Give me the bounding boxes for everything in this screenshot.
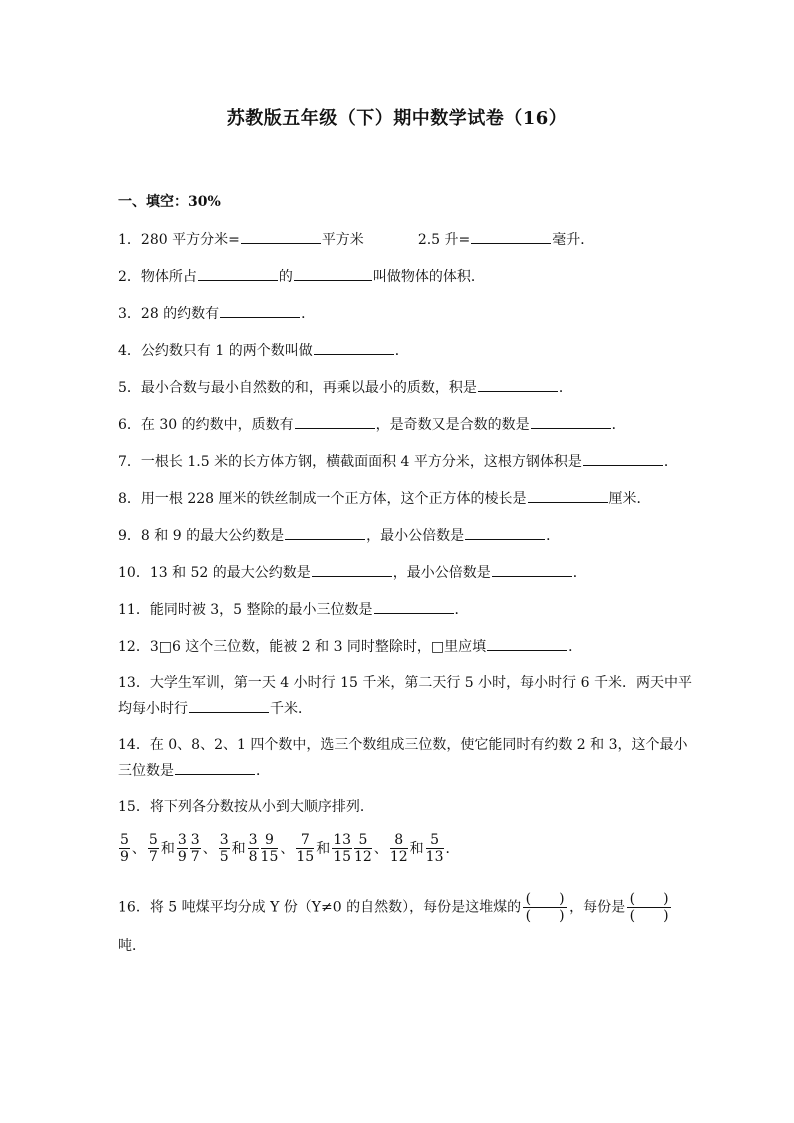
question-5: 5．最小合数与最小自然数的和，再乘以最小的质数，积是 ． [118,377,573,398]
fraction: $\frac{5}{12}$ [354,832,372,865]
question-8: 8．用一根 228 厘米的铁丝制成一个正方体，这个正方体的棱长是 厘米． [118,488,651,509]
fraction: $\frac{3}{5}$ [219,832,229,865]
fraction: $\frac{3}{9}$ [177,832,187,865]
fraction: $\frac{8}{12}$ [389,832,408,865]
fraction: $\frac{5}{7}$ [148,832,158,865]
question-7: 7．一根长 1.5 米的长方体方钢，横截面面积 4 平方分米，这根方钢体积是 ． [118,451,678,472]
fraction: $\frac{3}{8}$ [248,832,258,865]
question-10: 10．13 和 52 的最大公约数是 ，最小公倍数是 ． [118,562,587,583]
answer-blank[interactable] [374,599,454,614]
question-11: 11．能同时被 3，5 整除的最小三位数是 ． [118,599,469,620]
answer-blank[interactable] [198,266,278,281]
answer-blank[interactable] [478,377,558,392]
question-16: 16．将 5 吨煤平均分成 Y 份（Y≠0 的自然数），每份是这堆煤的 ( ) ( ) ，每份是 ( ) ( ) [118,891,673,924]
fraction: $\frac{13}{15}$ [333,832,352,865]
fraction-list: $\frac{5}{9}$ 、 $\frac{5}{7}$ 和 $\frac{3}{9}$ $\frac{3}{7}$ 、 $\frac{3}{5}$ 和 $\frac{3}{8}$ $\frac{9}{15}$ 、 $\frac{7}{15}$ 和 $\frac{13}{15}$ $\frac{5}{12}$ 、 $\frac{8}{12}$ 和 $\frac{5}{13}$ ． [120,832,460,865]
fraction-blank[interactable]: ( ) ( ) [627,891,671,924]
question-6: 6．在 30 的约数中，质数有 ，是奇数又是合数的数是 ． [118,414,626,435]
answer-blank[interactable] [295,414,375,429]
answer-blank[interactable] [314,340,394,355]
answer-blank[interactable] [312,562,392,577]
question-12: 12．3□6 这个三位数，能被 2 和 3 同时整除时，□里应填 ． [118,636,582,657]
question-3: 3．28 的约数有 ． [118,303,315,324]
page-title: 苏教版五年级（下）期中数学试卷（16） [226,108,568,129]
question-14-line1: 14．在 0、8、2、1 四个数中，选三个数组成三位数，使它能同时有约数 2 和 3，这个最小 [118,737,688,753]
question-16-line2: 吨． [118,938,146,954]
answer-blank[interactable] [583,451,663,466]
question-13-line1: 13．大学生军训，第一天 4 小时行 15 千米，第二天行 5 小时，每小时行 6 千米．两天中平 [118,675,692,691]
fraction: $\frac{9}{15}$ [260,832,279,865]
question-9: 9．8 和 9 的最大公约数是 ，最小公倍数是 ． [118,525,560,546]
fraction: $\frac{3}{7}$ [190,832,200,865]
section-heading: 一、填空：30% [118,194,221,210]
question-14-line2: 三位数是 ． [118,760,270,781]
answer-blank[interactable] [175,760,255,775]
answer-blank[interactable] [285,525,365,540]
answer-blank[interactable] [220,303,300,318]
question-1: 1．280 平方分米= 平方米 2.5 升= 毫升． [118,229,594,250]
question-4: 4．公约数只有 1 的两个数叫做 ． [118,340,409,361]
answer-blank[interactable] [294,266,372,281]
answer-blank[interactable] [189,698,269,713]
answer-blank[interactable] [241,229,321,244]
answer-blank[interactable] [471,229,551,244]
question-15: 15．将下列各分数按从小到大顺序排列． [118,799,374,815]
answer-blank[interactable] [487,636,567,651]
fraction: $\frac{5}{9}$ [120,832,129,865]
answer-blank[interactable] [465,525,545,540]
question-2: 2．物体所占 的 叫做物体的体积． [118,266,485,287]
fraction: $\frac{5}{13}$ [425,832,444,865]
fraction: $\frac{7}{15}$ [296,832,315,865]
answer-blank[interactable] [492,562,572,577]
question-13-line2: 均每小时行 千米． [118,698,312,719]
fraction-blank[interactable]: ( ) ( ) [523,891,567,924]
answer-blank[interactable] [528,488,608,503]
answer-blank[interactable] [531,414,611,429]
